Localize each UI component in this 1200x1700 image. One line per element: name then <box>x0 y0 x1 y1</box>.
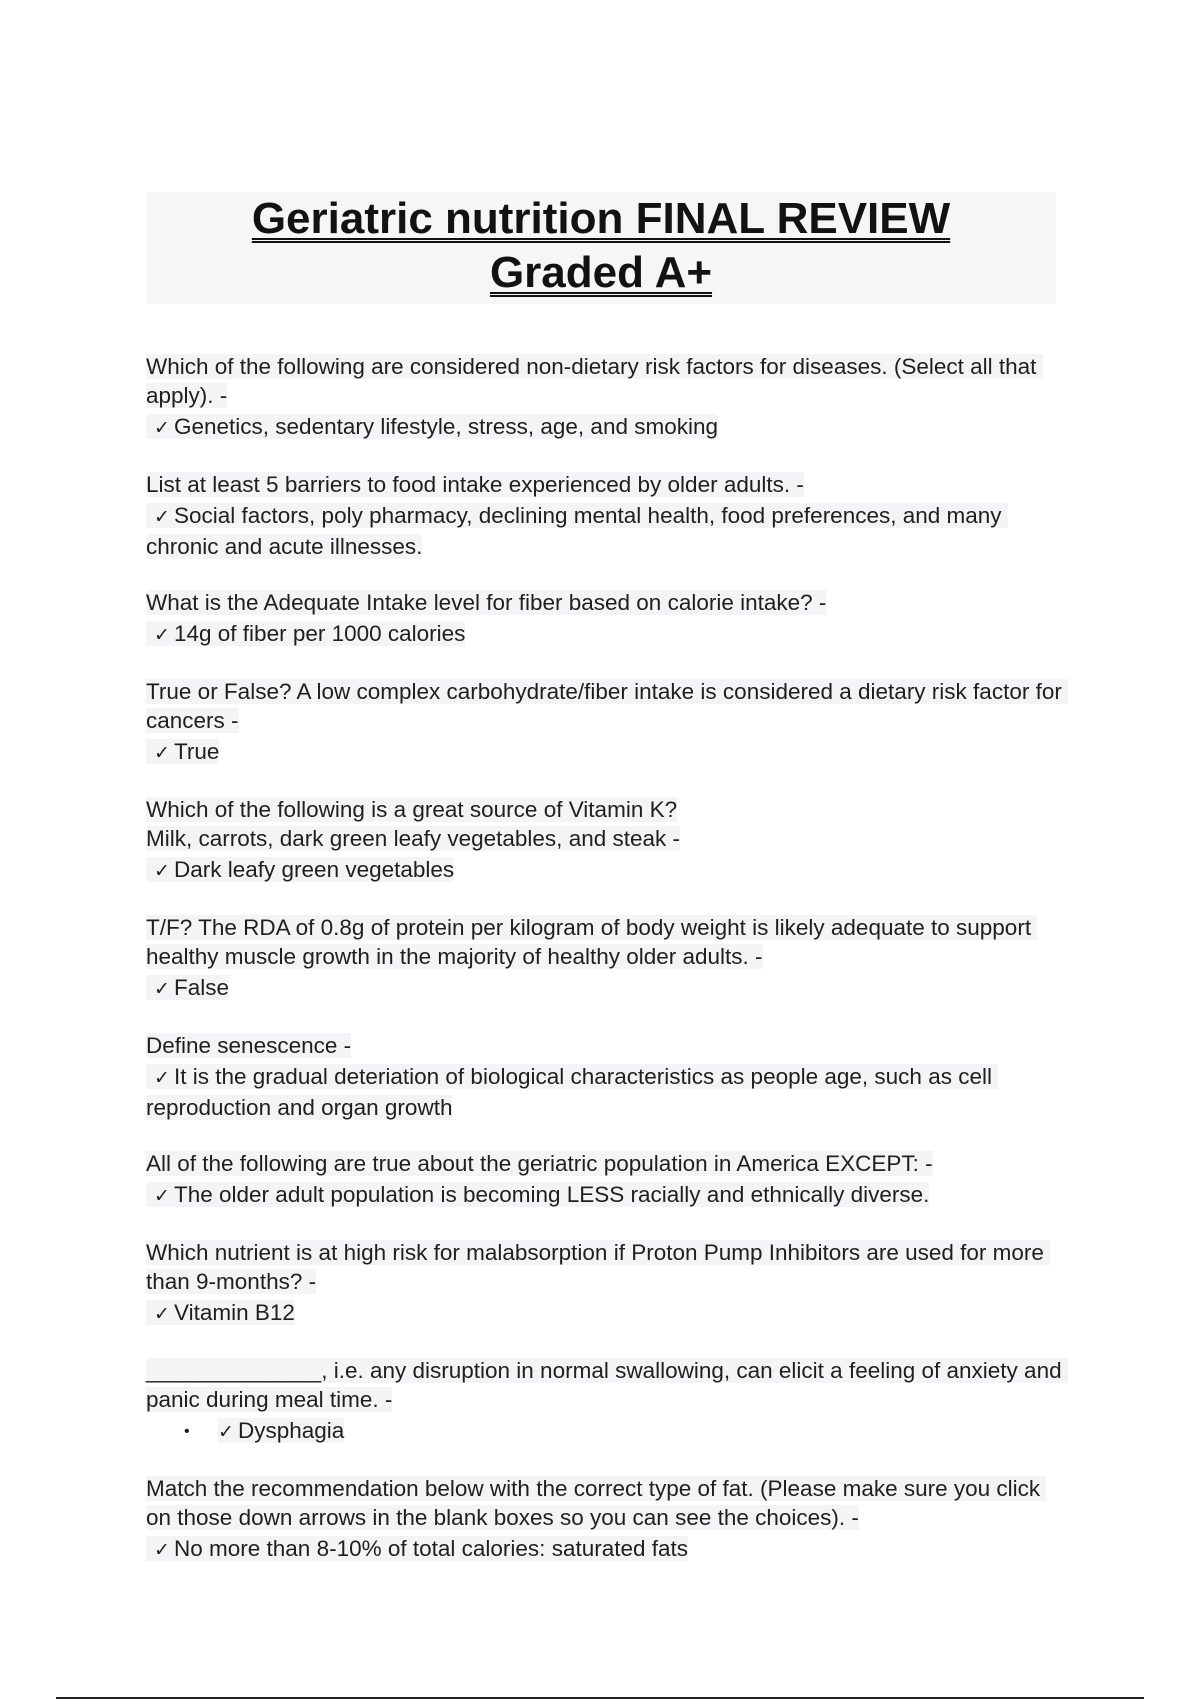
qa-item <box>146 588 1066 650</box>
qa-item <box>146 1356 1066 1447</box>
question-text: Define senescence - <box>146 1033 352 1058</box>
answer-text: ✓ Genetics, sedentary lifestyle, stress, age, and smoking <box>146 412 1066 443</box>
check-mark-icon: ✓ <box>154 1304 170 1325</box>
check-mark-icon: ✓ <box>154 625 170 646</box>
check-mark-icon: ✓ <box>154 1068 170 1089</box>
document-title <box>146 192 1056 304</box>
question-text: T/F? The RDA of 0.8g of protein per kilogram of body weight is likely adequate to support healthy muscle growth in the majority of healthy older adults. - <box>146 915 1038 969</box>
answer-text: ✓ 14g of fiber per 1000 calories <box>146 619 1066 650</box>
title-line-1: Geriatric nutrition FINAL REVIEW <box>251 194 951 243</box>
check-mark-icon: ✓ <box>154 979 170 1000</box>
question-text: True or False? A low complex carbohydrate/fiber intake is considered a dietary risk factor for cancers - <box>146 679 1069 733</box>
check-mark-icon: ✓ <box>154 418 170 439</box>
question-text: All of the following are true about the geriatric population in America EXCEPT: - <box>146 1151 933 1176</box>
page-footer-divider <box>56 1697 1144 1699</box>
check-mark-icon: ✓ <box>154 861 170 882</box>
question-answer-list <box>146 352 1069 1592</box>
qa-item <box>146 1474 1066 1565</box>
answer-text: ✓ True <box>146 737 1066 768</box>
qa-item <box>146 352 1066 443</box>
question-text: Which of the following are considered non-dietary risk factors for diseases. (Select all that apply). - <box>146 354 1043 408</box>
question-text: Match the recommendation below with the correct type of fat. (Please make sure you click on those down arrows in the blank boxes so you can see the choices). - <box>146 1476 1047 1530</box>
answer-text: ✓ False <box>146 973 1066 1004</box>
qa-item <box>146 795 1066 886</box>
answer-text: ✓ Dark leafy green vegetables <box>146 855 1066 886</box>
qa-item <box>146 1238 1066 1329</box>
check-mark-icon: ✓ <box>154 743 170 764</box>
question-text: What is the Adequate Intake level for fiber based on calorie intake? - <box>146 590 827 615</box>
qa-item <box>146 470 1066 561</box>
answer-text: ✓ No more than 8-10% of total calories: saturated fats <box>146 1534 1066 1565</box>
question-text: Which nutrient is at high risk for malabsorption if Proton Pump Inhibitors are used for more than 9-months? - <box>146 1240 1051 1294</box>
bullet-icon: • <box>184 1423 190 1440</box>
question-text: List at least 5 barriers to food intake experienced by older adults. - <box>146 472 804 497</box>
answer-text: ✓ Vitamin B12 <box>146 1298 1066 1329</box>
answer-text: ✓ It is the gradual deteriation of biological characteristics as people age, such as cell reproduction and organ growth <box>146 1064 999 1120</box>
check-mark-icon: ✓ <box>154 1540 170 1561</box>
question-text: ______________, i.e. any disruption in normal swallowing, can elicit a feeling of anxiety and panic during meal time. - <box>146 1358 1068 1412</box>
check-mark-icon: ✓ <box>154 507 170 528</box>
qa-item <box>146 677 1069 768</box>
title-line-2: Graded A+ <box>489 248 713 297</box>
answer-text: ✓ The older adult population is becoming LESS racially and ethnically diverse. <box>146 1180 1066 1211</box>
check-mark-icon: ✓ <box>218 1422 234 1443</box>
question-text: Which of the following is a great source of Vitamin K? Milk, carrots, dark green leafy vegetables, and steak - <box>146 797 681 851</box>
qa-item <box>146 913 1066 1004</box>
qa-item <box>146 1031 1066 1122</box>
answer-text: ✓ Social factors, poly pharmacy, declining mental health, food preferences, and many chronic and acute illnesses. <box>146 503 1008 559</box>
answer-text: • ✓ Dysphagia <box>184 1416 1066 1447</box>
check-mark-icon: ✓ <box>154 1186 170 1207</box>
qa-item <box>146 1149 1066 1211</box>
